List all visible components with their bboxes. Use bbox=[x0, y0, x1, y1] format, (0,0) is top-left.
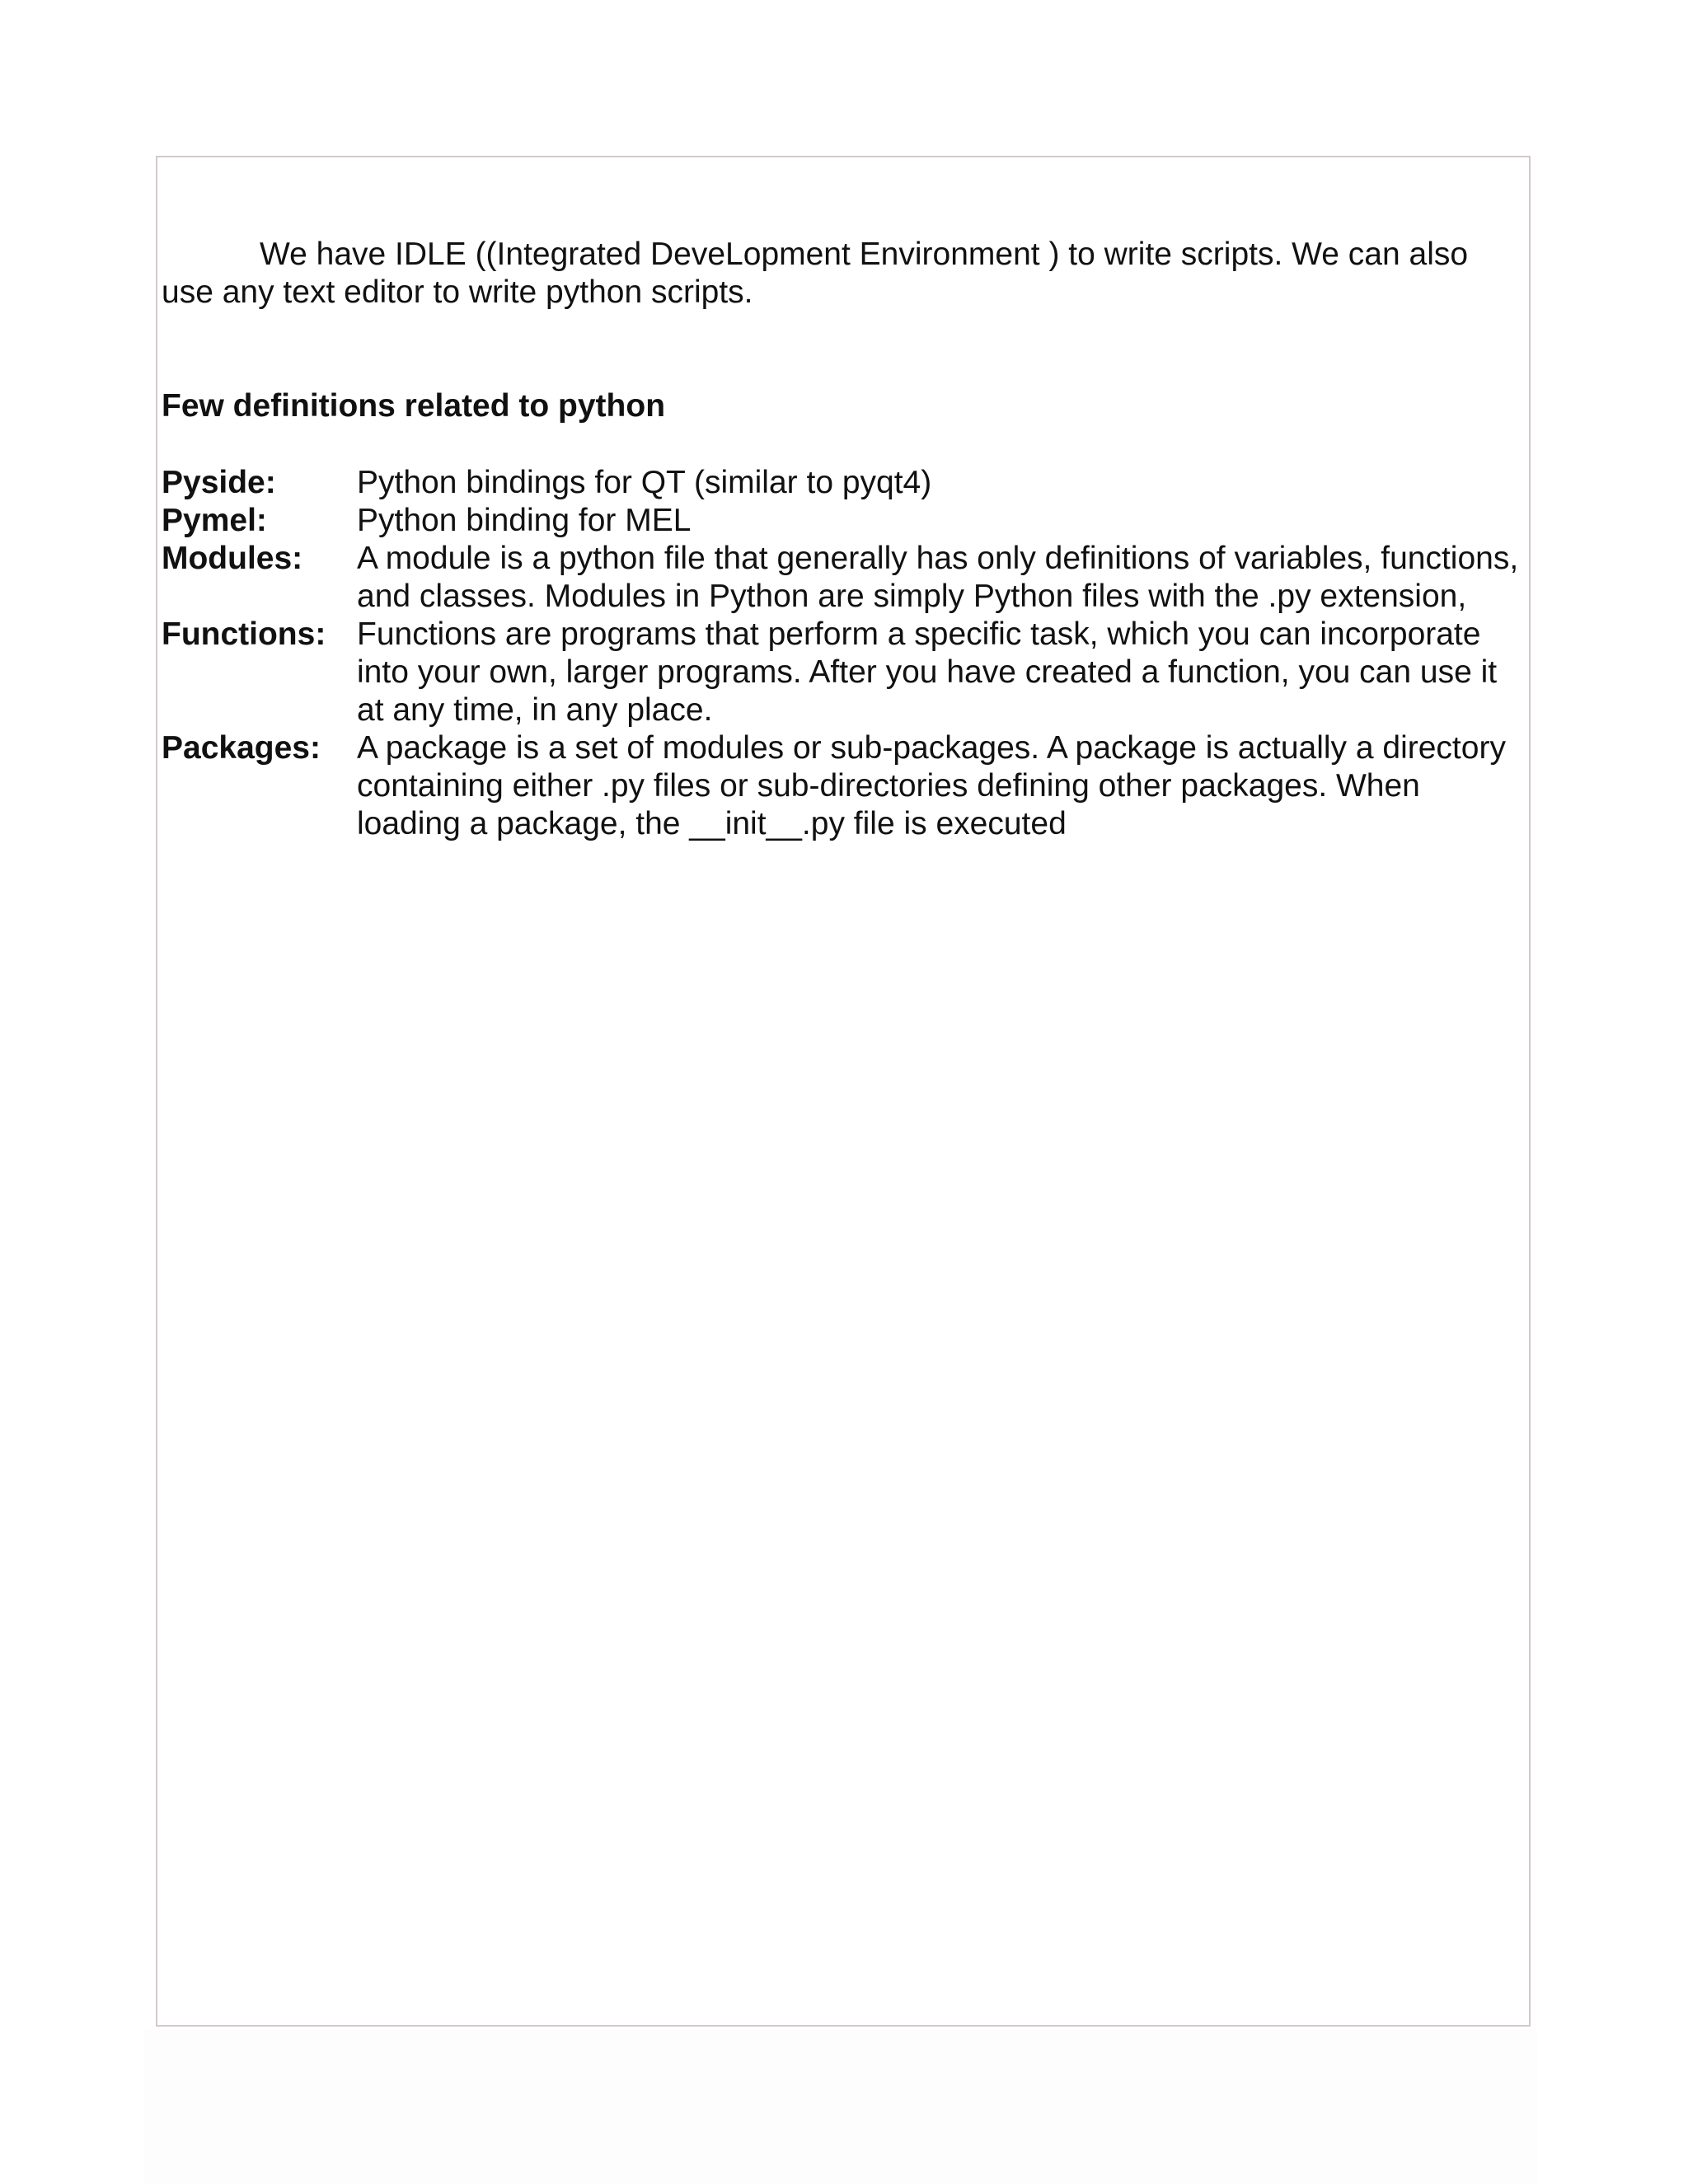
section-heading: Few definitions related to python bbox=[162, 388, 666, 424]
definition-row-pymel bbox=[162, 502, 1526, 540]
definition-text: Functions are programs that perform a specific task, which you can incorporate into your own, larger programs. After you have created a function, you can use it at any time, in any place. bbox=[357, 616, 1498, 728]
definition-text: Python bindings for QT (similar to pyqt4) bbox=[357, 465, 932, 500]
definition-term: Pyside: bbox=[162, 465, 276, 500]
definition-term: Packages: bbox=[162, 730, 321, 766]
definition-term: Functions: bbox=[162, 616, 326, 652]
definition-row-packages bbox=[162, 729, 1526, 843]
document-body bbox=[162, 236, 1526, 843]
definition-row-functions bbox=[162, 616, 1526, 729]
definition-text: A module is a python file that generally has only definitions of variables, functions, and classes. Modules in Python are simply Python files with the .py extension, bbox=[357, 541, 1519, 614]
definitions-list bbox=[162, 464, 1526, 843]
intro-paragraph: We have IDLE ((Integrated DeveLopment Environment ) to write scripts. We can also use any text editor to write python scripts. bbox=[162, 237, 1469, 310]
definition-text: Python binding for MEL bbox=[357, 503, 692, 538]
definition-term: Pymel: bbox=[162, 503, 267, 538]
definition-term: Modules: bbox=[162, 541, 303, 576]
definition-row-pyside bbox=[162, 464, 1526, 502]
page-shadow bbox=[144, 2029, 1537, 2184]
definition-row-modules bbox=[162, 540, 1526, 616]
definition-text: A package is a set of modules or sub-packages. A package is actually a directory containing either .py files or sub-directories defining other packages. When loading a package, the __init__.py file is executed bbox=[357, 730, 1506, 841]
